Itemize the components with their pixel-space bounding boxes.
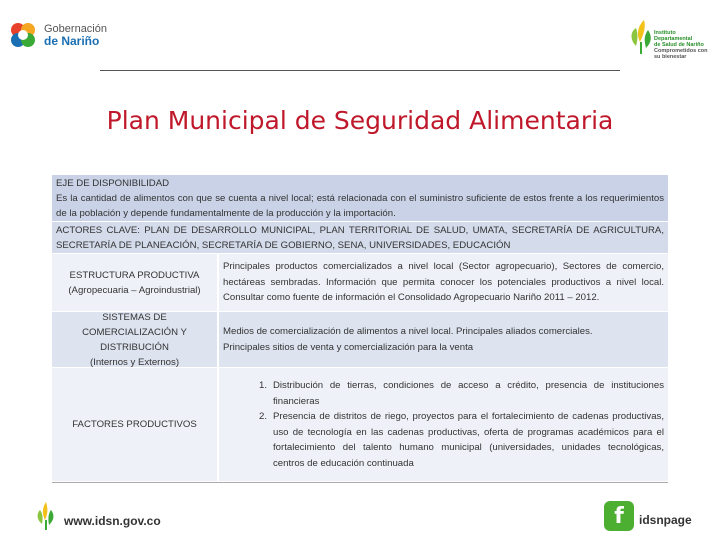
facebook-page-link[interactable]: idsnpage [639, 513, 692, 527]
row-content-sistemas [219, 312, 668, 367]
estructura-label-2: (Agropecuaria – Agroindustrial) [68, 284, 201, 296]
table-row [52, 368, 668, 482]
list-item-number: 1. [259, 380, 268, 391]
idsn-line2: Departamental [654, 36, 693, 42]
eje-title: EJE DE DISPONIBILIDAD [56, 178, 170, 189]
sistemas-label-2: COMERCIALIZACIÓN Y [82, 326, 187, 338]
factores-list [259, 378, 664, 471]
gobernacion-heart-icon [8, 20, 38, 50]
idsn-text [654, 30, 714, 60]
idsn-logo [622, 8, 712, 78]
list-item [259, 378, 664, 409]
estructura-content: Principales productos comercializados a nivel local (Sector agropecuario), Sectores de comercio, hectáreas sembradas. Información que permita conocer los potenciales productivos a nivel local. Consultar como fuente de información el Consolidado Agropecuario Nariño 2011 – 2012. [223, 261, 664, 304]
list-item [259, 409, 664, 471]
list-item-text: Presencia de distritos de riego, proyectos para el fortalecimiento de cadenas productivas, uso de tecnología en las cadenas productivas, oferta de programas académicos para el fortalecimiento del talento humano municipal (universidades, unidades tecnológicas, centros de educación continuada [273, 411, 664, 469]
sistemas-label-4: (Internos y Externos) [89, 356, 180, 368]
row-label-estructura [52, 254, 217, 311]
footer-divider [52, 482, 668, 483]
row-label-factores [52, 368, 217, 481]
header-divider [100, 70, 620, 71]
table-row [52, 312, 668, 368]
gobernacion-logo [8, 18, 128, 52]
sistemas-content-1: Medios de comercialización de alimentos a nivel local. Principales aliados comerciales. [223, 326, 593, 337]
idsn-small-sprout-icon [36, 500, 60, 530]
factores-label: FACTORES PRODUCTIVOS [72, 419, 197, 430]
estructura-label-1: ESTRUCTURA PRODUCTIVA [69, 269, 200, 281]
idsn-tagline: Comprometidos con su bienestar [654, 48, 708, 60]
sistemas-label-3: DISTRIBUCIÓN [100, 341, 169, 353]
sistemas-label-1: SISTEMAS DE [102, 311, 167, 323]
website-link[interactable]: www.idsn.gov.co [64, 514, 161, 528]
actores-text: ACTORES CLAVE: PLAN DE DESARROLLO MUNICIPAL, PLAN TERRITORIAL DE SALUD, UMATA, SECRETARÍA DE AGRICULTURA, SECRETARÍA DE PLANEACIÓN, SECRETARÍA DE GOBIERNO, SENA, UNIVERSIDADES, EDUCACIÓN [56, 225, 664, 251]
idsn-line3: de Salud de Nariño [654, 42, 704, 48]
gobernacion-line2: de Nariño [44, 33, 100, 48]
eje-row [52, 175, 668, 222]
availability-table [52, 175, 668, 482]
list-item-text: Distribución de tierras, condiciones de acceso a crédito, presencia de instituciones financieras [273, 380, 664, 407]
page-title: Plan Municipal de Seguridad Alimentaria [106, 106, 614, 135]
row-content-factores [219, 368, 668, 481]
facebook-icon[interactable]: f [604, 501, 634, 531]
row-content-estructura [219, 254, 668, 311]
list-item-number: 2. [259, 411, 268, 422]
gobernacion-text [44, 23, 107, 48]
table-row [52, 254, 668, 312]
idsn-line1: Instituto [654, 30, 676, 36]
eje-description: Es la cantidad de alimentos con que se cuenta a nivel local; está relacionada con el suministro suficiente de estos frente a los requerimientos de la población y depende fundamentalmente de la producción y la importación. [56, 193, 664, 219]
row-label-sistemas [52, 312, 217, 367]
sistemas-content-2: Principales sitios de venta y comercialización para la venta [223, 341, 474, 353]
gobernacion-line1: Gobernación [44, 22, 107, 35]
actores-row [52, 222, 668, 254]
